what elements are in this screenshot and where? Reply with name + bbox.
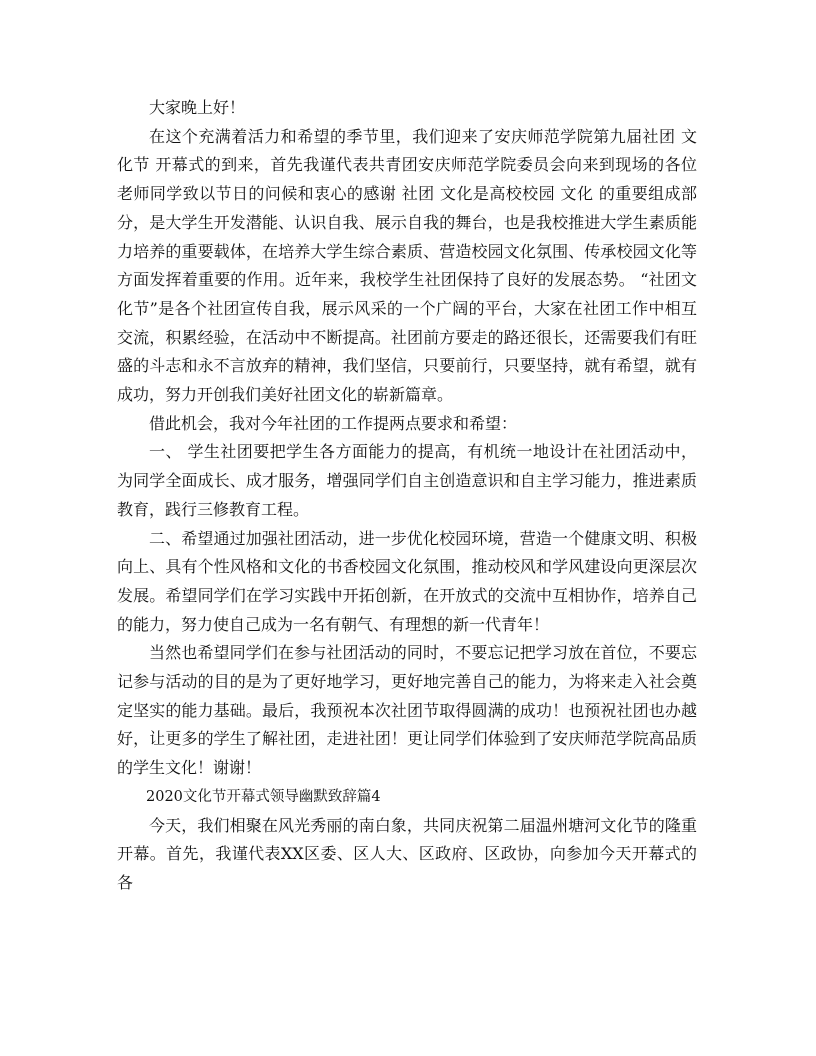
greeting-paragraph: 大家晚上好！ bbox=[149, 98, 246, 117]
closing-paragraph: 当然也希望同学们在参与社团活动的同时，不要忘记把学习放在首位，不要忘记参与活动的目的是为了更好地学习，更好地完善自己的能力，为将来走入社会奠定坚实的能力基础。最后，我预祝本次社团节取得圆满的成功！也预祝社团也办越好，让更多的学生了解社团，走进社团！更让同学们体验到了安庆师范学院高品质的学生文化！谢谢！ bbox=[117, 643, 697, 778]
speech-four-paragraph: 今天，我们相聚在风光秀丽的南白象，共同庆祝第二届温州塘河文化节的隆重开幕。首先，我谨代表XX区委、区人大、区政府、区政协，向参加今天开幕式的各 bbox=[117, 815, 697, 892]
opening-paragraph: 在这个充满着活力和希望的季节里，我们迎来了安庆师范学院第九届社团 文化节 开幕式的到来，首先我谨代表共青团安庆师范学院委员会向来到现场的各位老师同学致以节日的问候和衷心的感谢 社团 文化是高校校园 文化 的重要组成部分，是大学生开发潜能、认识自我、展示自我的舞台，也是我校推进大学生素质能力培养的重要载体，在培养大学生综合素质、营造校园文化氛围、传承校园文化等方面发挥着重要的作用。近年来，我校学生社团保持了良好的发展态势。 “社团文化节”是各个社团宣传自我，展示风采的一个广阔的平台，大家在社团工作中相互交流，积累经验，在活动中不断提高。社团前方要走的路还很长，还需要我们有旺盛的斗志和永不言放弃的精神，我们坚信，只要前行，只要坚持，就有希望，就有成功，努力开创我们美好社团文化的崭新篇章。 bbox=[117, 126, 697, 405]
requirement-two-paragraph: 二、希望通过加强社团活动，进一步优化校园环境，营造一个健康文明、积极向上、具有个性风格和文化的书香校园文化氛围，推动校风和学风建设向更深层次发展。希望同学们在学习实践中开拓创新，在开放式的交流中互相协作，培养自己的能力，努力使自己成为一名有朝气、有理想的新一代青年！ bbox=[117, 528, 697, 634]
section-heading: 2020文化节开幕式领导幽默致辞篇4 bbox=[146, 788, 381, 805]
requirements-intro-paragraph: 借此机会，我对今年社团的工作提两点要求和希望： bbox=[149, 413, 518, 433]
document-body bbox=[117, 94, 697, 898]
requirement-one-paragraph: 一、 学生社团要把学生各方面能力的提高，有机统一地设计在社团活动中，为同学全面成长、成才服务，增强同学们自主创造意识和自主学习能力，推进素质教育，践行三修教育工程。 bbox=[117, 442, 697, 519]
